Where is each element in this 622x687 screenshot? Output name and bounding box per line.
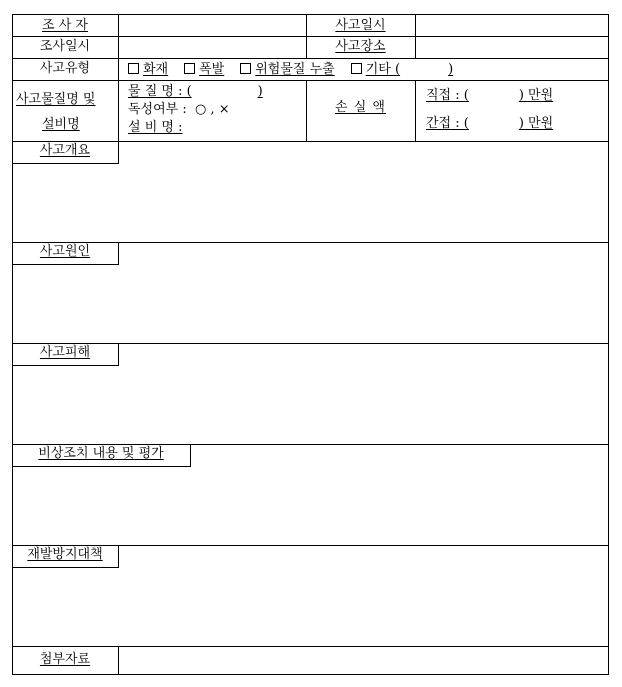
accident-type-options: 화재 폭발 위험물질 누출 기타 ( ) <box>128 62 453 78</box>
toxicity-options[interactable]: ○ , × <box>195 102 230 117</box>
attachments-label: 첨부자료 <box>39 652 91 667</box>
prevention-section-label: 재발방지대책 <box>12 545 119 568</box>
checkbox-icon <box>351 63 362 74</box>
investigation-date-label: 조사일시 <box>39 39 91 54</box>
explosion-checkbox[interactable]: 폭발 <box>184 62 224 77</box>
damage-section-label: 사고피해 <box>12 343 119 366</box>
attachments-field[interactable] <box>124 652 604 670</box>
column-divider <box>118 14 119 141</box>
emergency-section-label: 비상조치 내용 및 평가 <box>12 444 191 467</box>
cause-field[interactable] <box>120 267 605 341</box>
checkbox-icon <box>240 63 251 74</box>
cause-section-label: 사고원인 <box>12 242 119 265</box>
investigator-label: 조 사 자 <box>42 18 88 33</box>
accident-date-label: 사고일시 <box>335 18 386 33</box>
other-checkbox[interactable]: 기타 ( <box>351 62 400 77</box>
indirect-loss-row: 간접 : ( ) 만원 <box>426 116 554 131</box>
column-divider <box>415 14 416 58</box>
material-name-row: 물 질 명 : ( ) <box>128 84 263 99</box>
prevention-field[interactable] <box>120 570 605 644</box>
column-divider <box>415 80 416 141</box>
equipment-name-label: 설 비 명 : <box>128 120 183 135</box>
overview-section-label: 사고개요 <box>12 141 119 164</box>
material-label-line1: 사고물질명 및 <box>16 92 96 107</box>
fire-checkbox[interactable]: 화재 <box>128 62 168 77</box>
direct-loss-row: 직접 : ( ) 만원 <box>426 88 554 103</box>
row-divider <box>12 80 609 81</box>
overview-field[interactable] <box>120 166 605 240</box>
accident-place-label: 사고장소 <box>335 39 386 54</box>
accident-type-label: 사고유형 <box>39 61 91 76</box>
checkbox-icon <box>128 63 139 74</box>
hazmat-leak-checkbox[interactable]: 위험물질 누출 <box>240 62 334 77</box>
checkbox-icon <box>184 63 195 74</box>
emergency-field[interactable] <box>120 469 605 543</box>
toxicity-row: 독성여부 : ○ , × <box>128 102 230 117</box>
damage-field[interactable] <box>120 368 605 442</box>
column-divider <box>118 646 119 675</box>
row-divider <box>12 646 609 647</box>
loss-amount-label: 손 실 액 <box>335 100 386 115</box>
material-label-line2: 설비명 <box>42 117 80 132</box>
